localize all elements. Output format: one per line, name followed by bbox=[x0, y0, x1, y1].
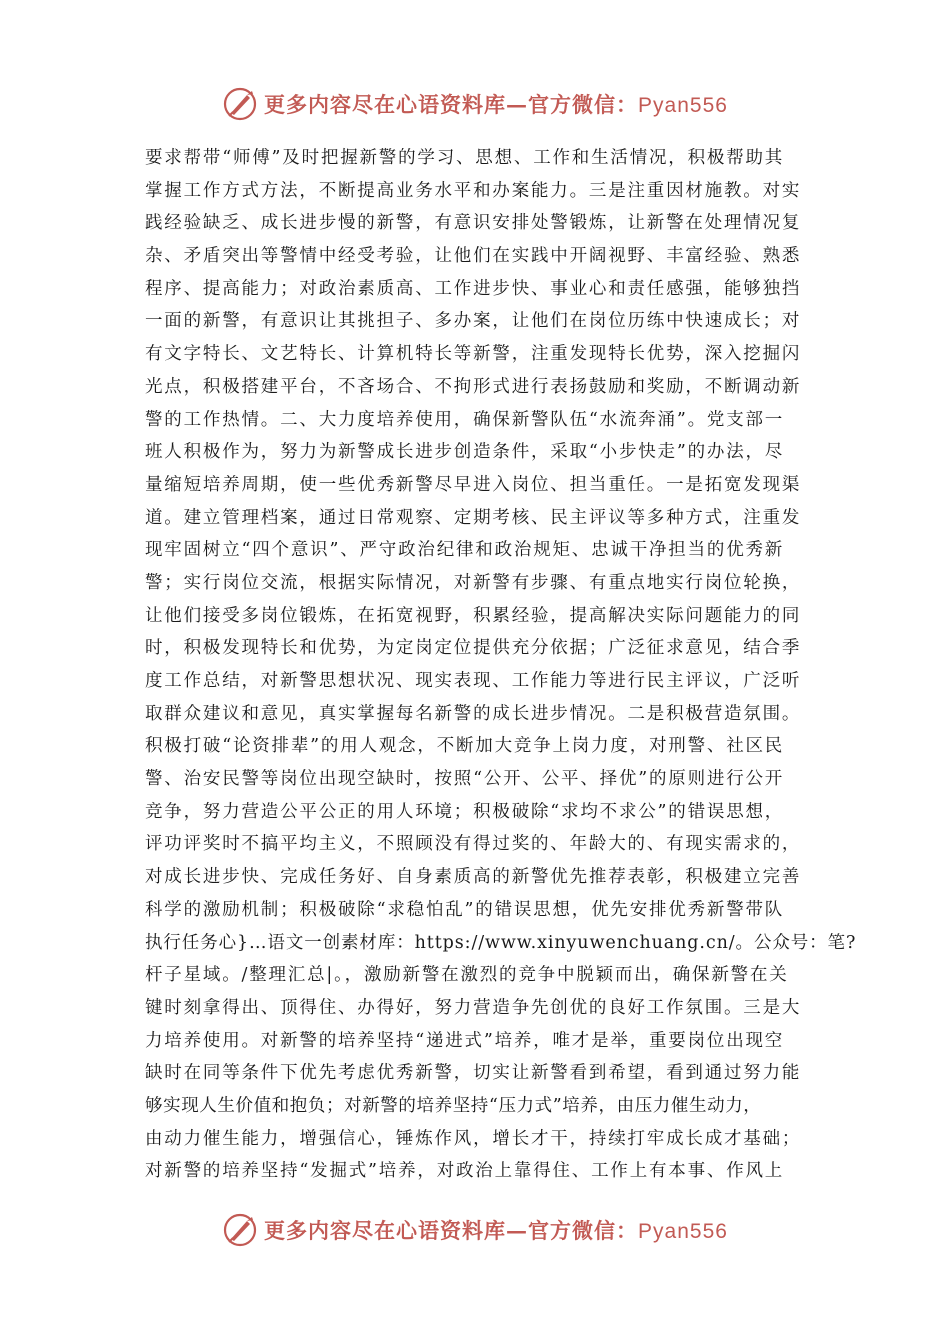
header-watermark-banner bbox=[0, 84, 950, 124]
body-line: 让他们接受多岗位锻炼，在拓宽视野，积累经验，提高解决实际问题能力的同 bbox=[145, 605, 802, 626]
body-line: 由动力催生能力，增强信心，锤炼作风，增长才干，持续打牢成长成才基础； bbox=[145, 1128, 802, 1149]
body-line: 科学的激励机制；积极破除“求稳怕乱”的错误思想，优先安排优秀新警带队 bbox=[145, 899, 785, 920]
body-line: 对新警的培养坚持“发掘式”培养，对政治上靠得住、工作上有本事、作风上 bbox=[145, 1161, 785, 1182]
body-line: 光点，积极搭建平台，不吝场合、不拘形式进行表扬鼓励和奖励，不断调动新 bbox=[145, 376, 802, 397]
quill-pen-logo-icon bbox=[222, 1212, 258, 1248]
body-line: 够实现人生价值和抱负；对新警的培养坚持“压力式”培养，由压力催生动力， bbox=[145, 1095, 762, 1116]
body-line: 竞争，努力营造公平公正的用人环境；积极破除“求均不求公”的错误思想， bbox=[145, 801, 785, 822]
body-line: 杆子星域。/整理汇总|。，激励新警在激烈的竞争中脱颖而出，确保新警在关 bbox=[145, 965, 789, 986]
body-line: 一面的新警，有意识让其挑担子、多办案，让他们在岗位历练中快速成长；对 bbox=[145, 311, 802, 332]
document-body bbox=[145, 142, 857, 1188]
body-line: 践经验缺乏、成长进步慢的新警，有意识安排处警锻炼，让新警在处理情况复 bbox=[145, 213, 802, 234]
body-line: 要求帮带“师傅”及时把握新警的学习、思想、工作和生活情况，积极帮助其 bbox=[145, 148, 785, 168]
body-line: 警的工作热情。二、大力度培养使用，确保新警队伍“水流奔涌”。党支部一 bbox=[145, 409, 785, 430]
body-line: 杂、矛盾突出等警情中经受考验，让他们在实践中开阔视野、丰富经验、熟悉 bbox=[145, 246, 802, 267]
body-line: 掌握工作方式方法，不断提高业务水平和办案能力。三是注重因材施教。对实 bbox=[145, 180, 802, 201]
body-line: 评功评奖时不搞平均主义，不照顾没有得过奖的、年龄大的、有现实需求的， bbox=[145, 834, 802, 855]
body-line: 力培养使用。对新警的培养坚持“递进式”培养，唯才是举，重要岗位出现空 bbox=[145, 1030, 785, 1051]
footer-watermark-banner bbox=[0, 1210, 950, 1250]
body-line: 度工作总结，对新警思想状况、现实表现、工作能力等进行民主评议，广泛听 bbox=[145, 671, 802, 691]
body-line: 程序、提高能力；对政治素质高、工作进步快、事业心和责任感强，能够独挡 bbox=[145, 278, 802, 299]
body-line: 取群众建议和意见，真实掌握每名新警的成长进步情况。二是积极营造氛围。 bbox=[145, 703, 802, 724]
body-line: 对成长进步快、完成任务好、自身素质高的新警优先推荐表彰，积极建立完善 bbox=[145, 867, 802, 888]
body-line: 道。建立管理档案，通过日常观察、定期考核、民主评议等多种方式，注重发 bbox=[145, 507, 802, 528]
banner-text: 更多内容尽在心语资料库—官方微信：Pyan556 bbox=[264, 92, 728, 117]
body-line: 现牢固树立“四个意识”、严守政治纪律和政治规矩、忠诚干净担当的优秀新 bbox=[145, 540, 785, 561]
body-line: 执行任务心}…语文一创素材库：https://www.xinyuwenchuang.cn/。公众号：笔? bbox=[145, 932, 857, 953]
body-line: 警；实行岗位交流，根据实际情况，对新警有步骤、有重点地实行岗位轮换， bbox=[145, 572, 802, 593]
body-line: 有文字特长、文艺特长、计算机特长等新警，注重发现特长优势，深入挖掘闪 bbox=[145, 344, 802, 365]
body-line: 积极打破“论资排辈”的用人观念，不断加大竞争上岗力度，对刑警、社区民 bbox=[145, 736, 785, 757]
wechat-id: Pyan556 bbox=[638, 1220, 728, 1243]
body-line: 缺时在同等条件下优先考虑优秀新警，切实让新警看到希望，看到通过努力能 bbox=[145, 1063, 802, 1084]
banner-text: 更多内容尽在心语资料库—官方微信：Pyan556 bbox=[264, 1218, 728, 1243]
quill-pen-logo-icon bbox=[222, 86, 258, 122]
wechat-id: Pyan556 bbox=[638, 94, 728, 117]
body-line: 时，积极发现特长和优势，为定岗定位提供充分依据；广泛征求意见，结合季 bbox=[145, 638, 802, 659]
body-line: 警、治安民警等岗位出现空缺时，按照“公开、公平、择优”的原则进行公开 bbox=[145, 769, 785, 790]
body-line: 量缩短培养周期，使一些优秀新警尽早进入岗位、担当重任。一是拓宽发现渠 bbox=[145, 474, 802, 495]
body-line: 键时刻拿得出、顶得住、办得好，努力营造争先创优的良好工作氛围。三是大 bbox=[145, 997, 802, 1018]
body-line: 班人积极作为，努力为新警成长进步创造条件，采取“小步快走”的办法，尽 bbox=[145, 442, 785, 463]
